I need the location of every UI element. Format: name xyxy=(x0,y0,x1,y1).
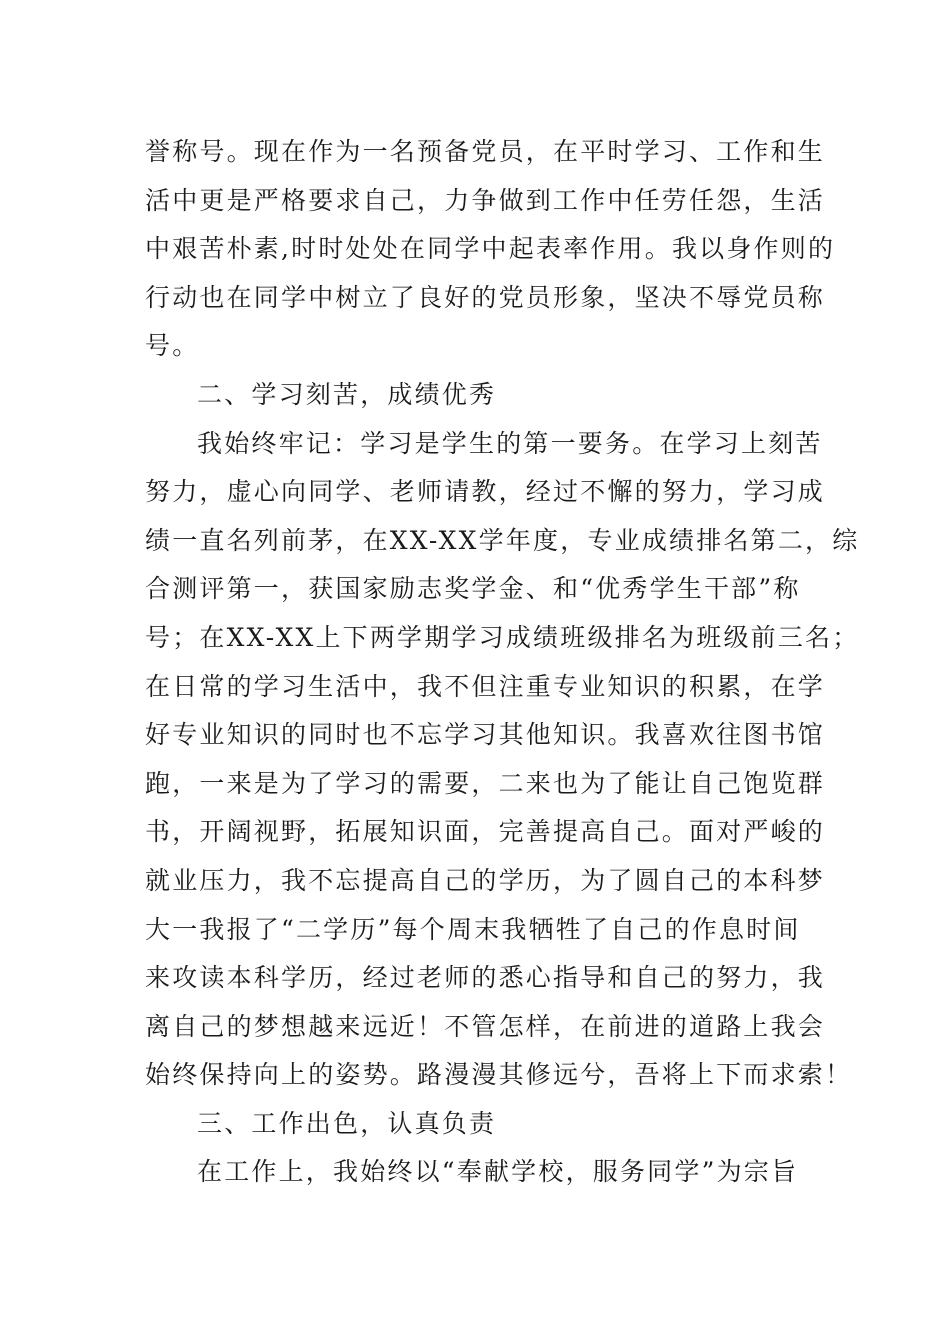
text-line: 合测评第一，获国家励志奖学金、和“优秀学生干部”称 xyxy=(145,574,801,604)
text-line: 号；在XX-XX上下两学期学习成绩班级排名为班级前三名； xyxy=(145,622,860,652)
paragraph-start: 在工作上，我始终以“奉献学校，服务同学”为宗旨 xyxy=(197,1157,799,1187)
text-line: 誉称号。现在作为一名预备党员，在平时学习、工作和生 xyxy=(145,137,826,166)
document-body xyxy=(145,128,860,1197)
text-line: 就业压力，我不忘提高自己的学历，为了圆自己的本科梦 xyxy=(145,865,826,895)
text-line: 努力，虚心向同学、老师请教，经过不懈的努力，学习成 xyxy=(145,477,826,507)
text-line: 离自己的梦想越来远近！不管怎样，在前进的道路上我会 xyxy=(145,1011,826,1041)
text-line: 始终保持向上的姿势。路漫漫其修远兮，吾将上下而求索！ xyxy=(145,1060,853,1090)
text-line: 活中更是严格要求自己，力争做到工作中任劳任怨，生活 xyxy=(145,185,826,215)
text-line: 在日常的学习生活中，我不但注重专业知识的积累，在学 xyxy=(145,671,826,701)
text-line: 跑，一来是为了学习的需要，二来也为了能让自己饱览群 xyxy=(145,768,826,798)
section-heading-3: 三、工作出色，认真负责 xyxy=(197,1108,497,1138)
section-heading-2: 二、学习刻苦，成绩优秀 xyxy=(197,379,497,409)
text-line: 号。 xyxy=(145,331,200,361)
paragraph-start: 我始终牢记：学习是学生的第一要务。在学习上刻苦 xyxy=(197,428,823,458)
text-line: 来攻读本科学历，经过老师的悉心指导和自己的努力，我 xyxy=(145,963,826,993)
text-line: 大一我报了“二学历”每个周末我牺牲了自己的作息时间 xyxy=(145,914,801,944)
text-line: 中艰苦朴素,时时处处在同学中起表率作用。我以身作则的 xyxy=(145,234,836,264)
text-line: 绩一直名列前茅，在XX-XX学年度，专业成绩排名第二，综 xyxy=(145,525,860,555)
text-line: 行动也在同学中树立了良好的党员形象，坚决不辱党员称 xyxy=(145,282,826,312)
text-line: 书，开阔视野，拓展知识面，完善提高自己。面对严峻的 xyxy=(145,817,826,847)
text-line: 好专业知识的同时也不忘学习其他知识。我喜欢往图书馆 xyxy=(145,720,826,750)
